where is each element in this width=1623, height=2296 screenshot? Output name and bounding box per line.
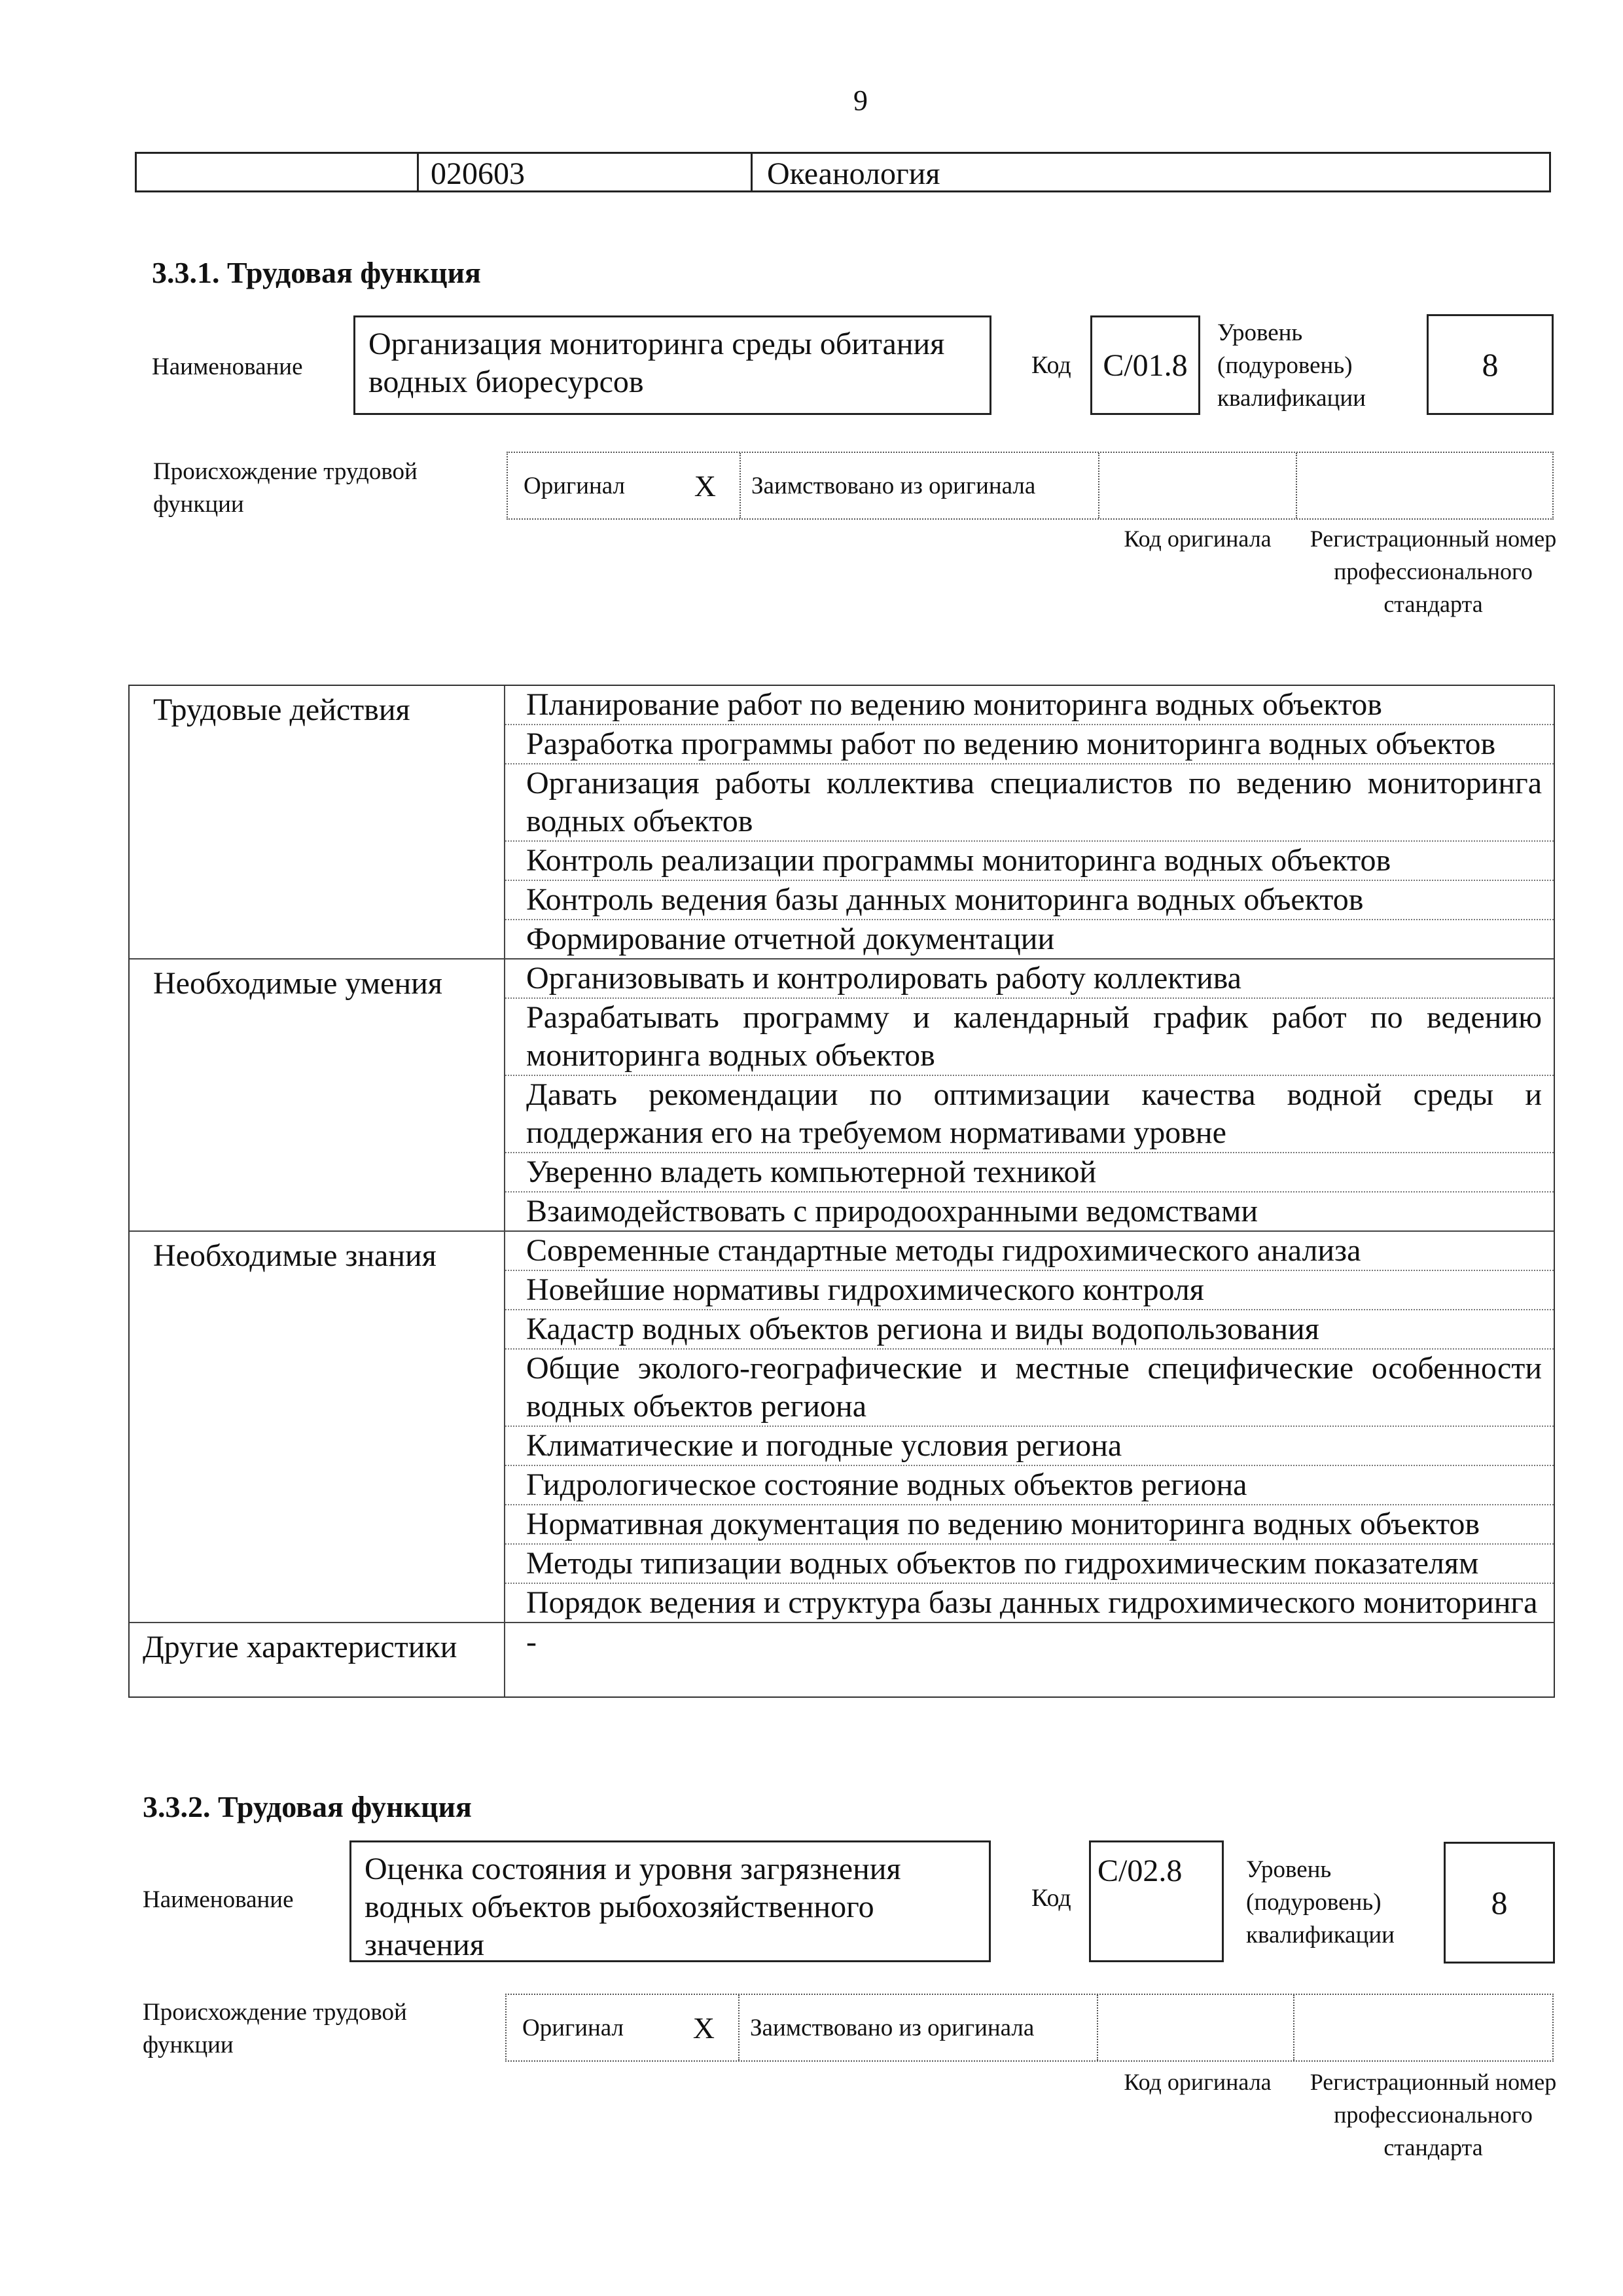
skill-item: Организовывать и контролировать работу коллектива [505, 960, 1554, 999]
function-1-code-label: Код [1031, 351, 1071, 379]
other-characteristics-value: - [526, 1624, 537, 1659]
function-1-origin-reg-cell [1297, 453, 1552, 518]
function-1-caption-reg: Регистрационный номер профессионального стандарта [1310, 526, 1557, 617]
required-skills-group [130, 960, 1554, 1232]
labor-action-item: Формирование отчетной документации [526, 922, 1055, 956]
function-1-caption-code: Код оригинала [1124, 526, 1272, 552]
skill-item: Взаимодействовать с природоохранными ведомствами [526, 1194, 1258, 1229]
function-2-origin-reg-cell [1294, 1995, 1552, 2060]
knowledge-item: Нормативная документация по ведению мониторинга водных объектов [505, 1505, 1554, 1545]
knowledge-item: Климатические и погодные условия региона [505, 1427, 1554, 1466]
function-2-title: 3.3.2. Трудовая функция [143, 1790, 472, 1823]
other-characteristics-group [130, 1623, 1554, 1696]
skill-item: Разрабатывать программу и календарный график работ по ведению мониторинга водных объектов [505, 999, 1554, 1076]
function-2-name: Оценка состояния и уровня загрязнения водных объектов рыбохозяйственного значения [349, 1840, 991, 1962]
required-skills-label: Необходимые умения [130, 960, 505, 1230]
function-1-title: 3.3.1. Трудовая функция [152, 256, 481, 289]
labor-actions-label: Трудовые действия [130, 686, 505, 958]
knowledge-item: Методы типизации водных объектов по гидрохимическим показателям [505, 1545, 1554, 1584]
function-2-level: 8 [1444, 1842, 1555, 1964]
function-1-origin-row [507, 452, 1554, 520]
function-1-level-label: Уровень (подуровень) квалификации [1217, 319, 1366, 412]
knowledge-item: Гидрологическое состояние водных объектов региона [505, 1466, 1554, 1505]
function-1-level: 8 [1427, 314, 1554, 415]
function-1-origin-code-cell [1099, 453, 1297, 518]
function-1-characteristics-table [128, 685, 1555, 1698]
required-skills-items [505, 960, 1554, 1230]
function-2-origin-label: Происхождение трудовой функции [143, 1999, 407, 2058]
labor-actions-group [130, 686, 1554, 960]
function-2-code: С/02.8 [1089, 1840, 1224, 1962]
function-2-name-label: Наименование [143, 1886, 294, 1913]
labor-action-item: Контроль реализации программы мониторинга водных объектов [505, 842, 1554, 881]
required-knowledge-group [130, 1232, 1554, 1623]
labor-action-item: Организация работы коллектива специалистов по ведению мониторинга водных объектов [505, 764, 1554, 842]
specialty-empty-cell [137, 154, 419, 190]
knowledge-item: Новейшие нормативы гидрохимического контроля [505, 1271, 1554, 1310]
function-1-name-label: Наименование [152, 353, 303, 380]
function-2-origin-original-cell [507, 1995, 740, 2060]
skill-item: Давать рекомендации по оптимизации качества водной среды и поддержания его на требуемом нормативами уровне [505, 1076, 1554, 1153]
labor-action-item: Планирование работ по ведению мониторинга водных объектов [505, 686, 1554, 725]
function-2-caption-code: Код оригинала [1124, 2069, 1272, 2095]
function-1-code: С/01.8 [1090, 315, 1200, 415]
page-number: 9 [853, 84, 868, 117]
function-1-origin-original-cell [508, 453, 741, 518]
function-2-level-label: Уровень (подуровень) квалификации [1246, 1856, 1395, 1948]
function-1-origin-borrowed: Заимствовано из оригинала [741, 453, 1099, 518]
function-1-name: Организация мониторинга среды обитания водных биоресурсов [353, 315, 991, 415]
function-2-origin-original: Оригинал [522, 2014, 624, 2041]
function-1-origin-mark: X [694, 469, 716, 503]
required-knowledge-label: Необходимые знания [130, 1232, 505, 1622]
function-2-caption-reg: Регистрационный номер профессионального стандарта [1310, 2069, 1557, 2161]
function-2-origin-row [505, 1994, 1554, 2062]
specialty-code: 020603 [419, 154, 753, 190]
specialty-table [135, 152, 1551, 192]
required-knowledge-items [505, 1232, 1554, 1622]
function-2-origin-mark: X [692, 2011, 715, 2045]
labor-actions-items [505, 686, 1554, 958]
function-1-origin-original: Оригинал [524, 472, 626, 499]
other-characteristics-items [505, 1623, 1554, 1696]
function-1-origin-label: Происхождение трудовой функции [153, 458, 418, 518]
other-characteristics-label: Другие характеристики [130, 1623, 505, 1696]
knowledge-item: Порядок ведения и структура базы данных гидрохимического мониторинга [526, 1585, 1538, 1620]
labor-action-item: Разработка программы работ по ведению мониторинга водных объектов [505, 725, 1554, 764]
knowledge-item: Общие эколого-географические и местные специфические особенности водных объектов региона [505, 1350, 1554, 1427]
knowledge-item: Современные стандартные методы гидрохимического анализа [505, 1232, 1554, 1271]
function-2-code-label: Код [1031, 1884, 1071, 1912]
function-2-origin-code-cell [1098, 1995, 1294, 2060]
knowledge-item: Кадастр водных объектов региона и виды водопользования [505, 1310, 1554, 1350]
specialty-name: Океанология [767, 156, 940, 191]
function-2-origin-borrowed: Заимствовано из оригинала [740, 1995, 1098, 2060]
skill-item: Уверенно владеть компьютерной техникой [505, 1153, 1554, 1193]
labor-action-item: Контроль ведения базы данных мониторинга водных объектов [505, 881, 1554, 920]
